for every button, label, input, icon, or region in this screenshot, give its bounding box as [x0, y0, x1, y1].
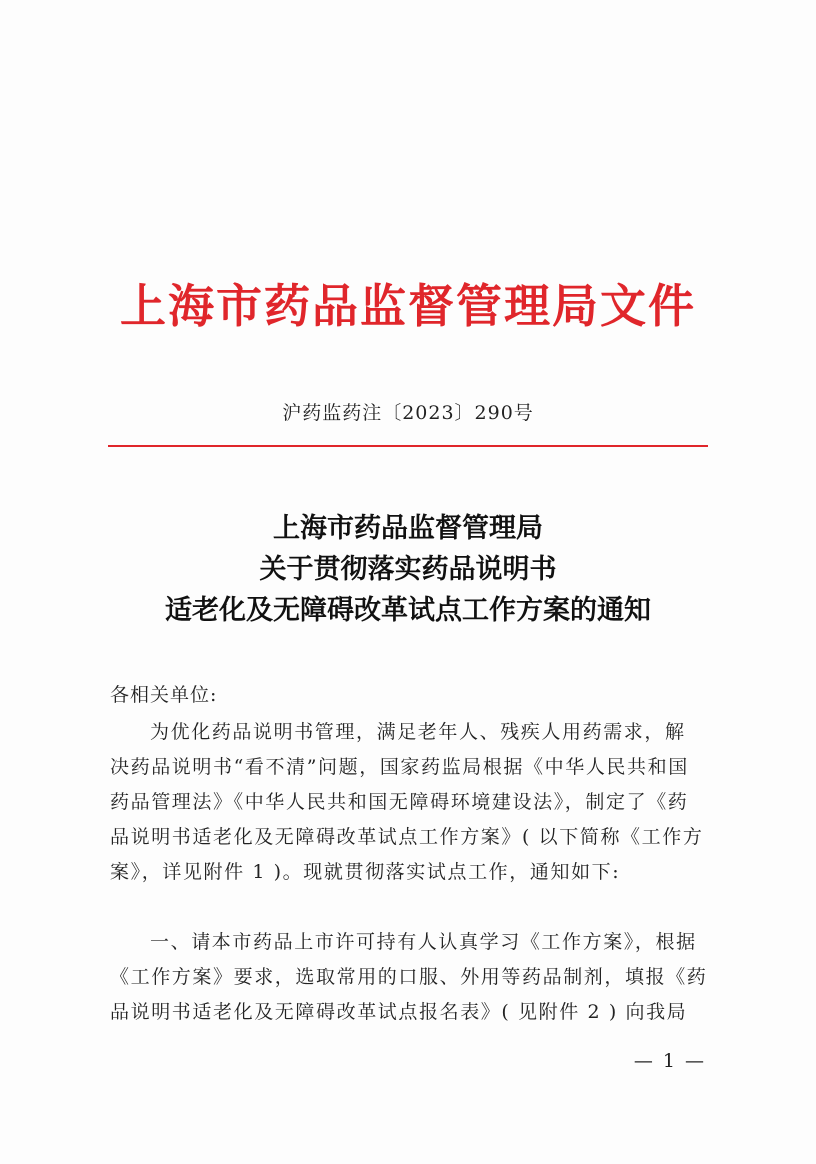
paragraph-line: 决药品说明书“看不清”问题，国家药监局根据《中华人民共和国	[110, 756, 689, 778]
notice-title-line: 适老化及无障碍改革试点工作方案的通知	[165, 595, 651, 626]
red-divider	[108, 445, 708, 447]
paragraph-line: 品说明书适老化及无障碍改革试点工作方案》( 以下简称《工作方	[110, 826, 704, 848]
paragraph-2	[110, 925, 710, 1030]
paragraph-line: 《工作方案》要求，选取常用的口服、外用等药品制剂，填报《药	[110, 966, 708, 988]
notice-title	[0, 508, 816, 631]
paragraph-line: 药品管理法》《中华人民共和国无障碍环境建设法》，制定了《药	[110, 791, 689, 813]
salutation: 各相关单位:	[110, 684, 218, 706]
paragraph-1	[110, 715, 710, 890]
paragraph-line: 一、请本市药品上市许可持有人认真学习《工作方案》，根据	[150, 931, 697, 953]
notice-title-line: 关于贯彻落实药品说明书	[259, 554, 557, 585]
paragraph-line: 为优化药品说明书管理，满足老年人、残疾人用药需求，解	[150, 721, 686, 743]
notice-title-line: 上海市药品监督管理局	[273, 513, 543, 544]
paragraph-line: 案》，详见附件 1 )。现就贯彻落实试点工作，通知如下:	[110, 861, 621, 883]
document-number: 沪药监药注〔2023〕290号	[282, 402, 534, 424]
document-header-title: 上海市药品监督管理局文件	[120, 279, 696, 333]
page-number: — 1 —	[633, 1050, 706, 1072]
paragraph-line: 品说明书适老化及无障碍改革试点报名表》( 见附件 2 ) 向我局	[110, 1001, 688, 1023]
